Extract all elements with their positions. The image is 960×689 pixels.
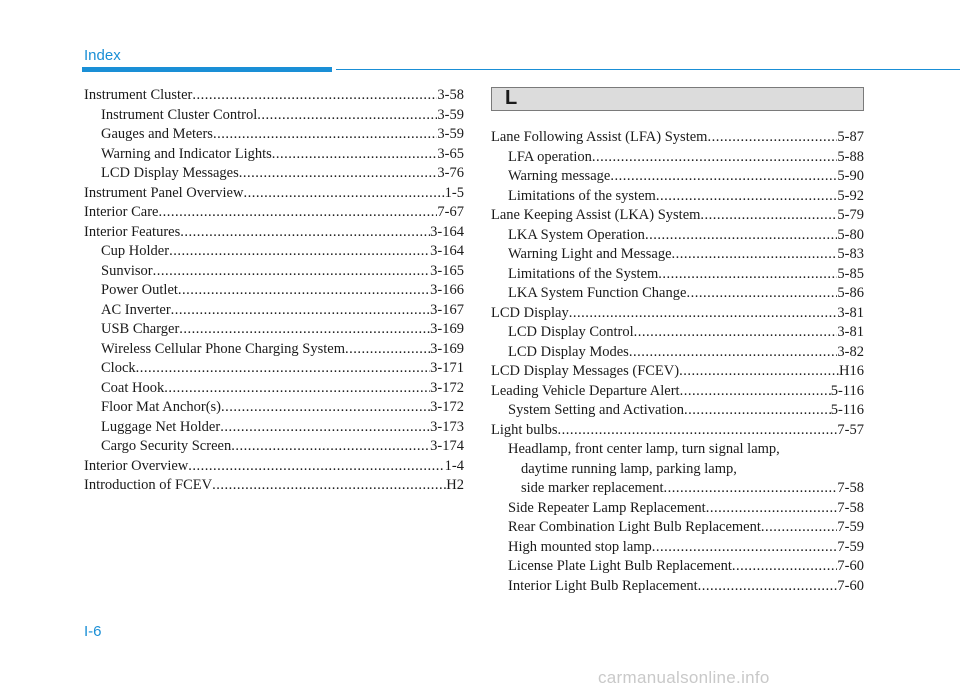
entry-label: LCD Display Control (508, 324, 634, 340)
dot-leader (732, 557, 838, 577)
header-rule-thin (336, 69, 960, 70)
index-entry (84, 476, 464, 496)
entry-page-ref: 3-167 (430, 301, 464, 318)
entry-label: Warning message (508, 168, 611, 184)
entry-label: Gauges and Meters (101, 126, 213, 142)
index-subentry (84, 301, 464, 321)
entry-page-ref: 7-57 (837, 421, 864, 438)
entry-label: Instrument Panel Overview (84, 184, 244, 201)
entry-page-ref: 3-81 (837, 324, 864, 340)
entry-label: Limitations of the system (508, 187, 656, 204)
entry-page-ref: 1-5 (444, 184, 464, 201)
entry-label: side marker replacement (521, 480, 664, 496)
index-subentry (84, 281, 464, 301)
index-subentry (491, 518, 864, 538)
entry-page-ref: 3-165 (430, 262, 464, 279)
entry-page-ref: 3-169 (430, 321, 464, 337)
section-letter: L (505, 87, 518, 109)
dot-leader (221, 398, 430, 418)
dot-leader (592, 148, 838, 168)
entry-page-ref: 5-86 (837, 285, 864, 301)
entry-page-ref: 5-92 (837, 187, 864, 204)
index-subentry (491, 557, 864, 577)
index-subentry (491, 167, 864, 187)
index-subentry (491, 187, 864, 207)
index-subentry (491, 343, 864, 363)
index-entry (491, 421, 864, 441)
dot-leader (610, 167, 837, 187)
entry-page-ref: 5-85 (837, 265, 864, 282)
dot-leader (680, 382, 831, 402)
index-entry (84, 457, 464, 477)
entry-page-ref: 3-169 (430, 340, 464, 357)
entry-label: Side Repeater Lamp Replacement (508, 499, 706, 516)
dot-leader (171, 301, 431, 321)
index-entry (491, 362, 864, 382)
index-column-left (84, 86, 464, 496)
entry-label: Leading Vehicle Departure Alert (491, 382, 680, 399)
entry-page-ref: 7-67 (437, 204, 464, 220)
dot-leader (684, 401, 831, 421)
entry-page-ref: 3-164 (430, 223, 464, 240)
entry-page-ref: 7-59 (837, 538, 864, 555)
dot-leader (686, 284, 837, 304)
entry-label: System Setting and Activation (508, 402, 685, 418)
entry-label: Instrument Cluster Control (101, 106, 258, 123)
index-subentry (491, 479, 864, 499)
entry-label: High mounted stop lamp (508, 538, 652, 555)
dot-leader (212, 476, 446, 496)
entry-page-ref: 7-58 (837, 480, 864, 496)
index-column-right (491, 128, 864, 596)
entry-label: Interior Light Bulb Replacement (508, 577, 698, 594)
index-entry (84, 184, 464, 204)
dot-leader (679, 362, 839, 382)
section-letter-box (491, 87, 864, 111)
entry-page-ref: 7-60 (837, 558, 864, 574)
entry-label: LCD Display (491, 304, 569, 321)
index-subentry (84, 398, 464, 418)
entry-label: USB Charger (101, 321, 180, 337)
index-entry (491, 304, 864, 324)
index-subentry (84, 106, 464, 126)
entry-page-ref: 5-80 (837, 226, 864, 243)
entry-page-ref: 5-87 (837, 129, 864, 145)
index-subentry (491, 265, 864, 285)
dot-leader (672, 245, 838, 265)
dot-leader (180, 223, 430, 243)
entry-label: Interior Overview (84, 457, 189, 474)
page-number: I-6 (84, 623, 102, 640)
index-subentry (491, 499, 864, 519)
entry-label: Instrument Cluster (84, 87, 193, 103)
entry-label: LCD Display Modes (508, 343, 629, 360)
entry-label: AC Inverter (101, 301, 171, 318)
dot-leader (557, 421, 837, 441)
index-subentry (84, 320, 464, 340)
watermark: carmanualsonline.info (598, 668, 770, 687)
entry-page-ref: H2 (446, 477, 464, 493)
entry-page-ref: 5-116 (830, 402, 864, 418)
index-entry (84, 223, 464, 243)
entry-label: LKA System Function Change (508, 285, 687, 301)
index-entry (491, 382, 864, 402)
entry-page-ref: 1-4 (444, 457, 464, 474)
dot-leader (136, 359, 431, 379)
dot-leader (706, 499, 838, 519)
dot-leader (169, 242, 430, 262)
index-subentry (491, 226, 864, 246)
dot-leader (231, 437, 430, 457)
header-rule-thick (82, 67, 332, 72)
dot-leader (698, 577, 838, 597)
dot-leader (153, 262, 431, 282)
entry-page-ref: 5-90 (837, 168, 864, 184)
dot-leader (345, 340, 430, 360)
dot-leader (761, 518, 838, 538)
index-header-title: Index (84, 47, 121, 64)
index-entry-continuation: daytime running lamp, parking lamp, (521, 460, 737, 477)
entry-page-ref: 3-172 (430, 379, 464, 396)
index-entry (491, 206, 864, 226)
entry-page-ref: 3-166 (430, 282, 464, 298)
entry-page-ref: 3-58 (437, 87, 464, 103)
entry-label: Warning and Indicator Lights (101, 145, 272, 162)
entry-label: Cup Holder (101, 243, 170, 259)
index-subentry (84, 379, 464, 399)
index-subentry (491, 538, 864, 558)
entry-label: Power Outlet (101, 282, 178, 298)
index-subentry (491, 284, 864, 304)
entry-page-ref: 7-60 (837, 577, 864, 594)
index-entry (84, 203, 464, 223)
entry-page-ref: 7-58 (837, 499, 864, 516)
entry-page-ref: 3-172 (430, 399, 464, 415)
entry-page-ref: 3-65 (437, 145, 464, 162)
entry-page-ref: 3-171 (430, 360, 464, 376)
entry-page-ref: 3-164 (430, 243, 464, 259)
dot-leader (164, 379, 430, 399)
entry-page-ref: 5-83 (837, 246, 864, 262)
index-subentry (84, 262, 464, 282)
entry-page-ref: 3-59 (437, 106, 464, 123)
entry-label: Coat Hook (101, 379, 165, 396)
index-subentry (491, 401, 864, 421)
entry-page-ref: 5-79 (837, 207, 864, 223)
entry-label: LKA System Operation (508, 226, 645, 243)
entry-page-ref: 5-116 (830, 382, 864, 399)
entry-page-ref: 3-82 (837, 343, 864, 360)
dot-leader (192, 86, 437, 106)
dot-leader (188, 457, 444, 477)
dot-leader (272, 145, 438, 165)
entry-label: Luggage Net Holder (101, 418, 221, 435)
index-entry (491, 128, 864, 148)
index-subentry (491, 148, 864, 168)
entry-label: Rear Combination Light Bulb Replacement (508, 519, 761, 535)
entry-label: Wireless Cellular Phone Charging System (101, 340, 346, 357)
index-subentry (84, 125, 464, 145)
dot-leader (707, 128, 837, 148)
entry-page-ref: 5-88 (837, 148, 864, 165)
dot-leader (257, 106, 437, 126)
entry-page-ref: 7-59 (837, 519, 864, 535)
index-subentry (84, 359, 464, 379)
index-subentry (84, 145, 464, 165)
entry-label: Interior Care (84, 204, 159, 220)
dot-leader (634, 323, 838, 343)
entry-page-ref: 3-173 (430, 418, 464, 435)
entry-label: Limitations of the System (508, 265, 659, 282)
index-subentry (491, 577, 864, 597)
dot-leader (178, 281, 430, 301)
entry-page-ref: 3-174 (430, 438, 464, 454)
entry-label: Lane Following Assist (LFA) System (491, 129, 708, 145)
index-subentry (84, 418, 464, 438)
entry-page-ref: 3-59 (437, 126, 464, 142)
index-subentry (84, 437, 464, 457)
dot-leader (652, 538, 838, 558)
entry-label: Introduction of FCEV (84, 477, 213, 493)
dot-leader (220, 418, 430, 438)
entry-label: Light bulbs (491, 421, 558, 438)
entry-label: Lane Keeping Assist (LKA) System (491, 207, 701, 223)
entry-label: Interior Features (84, 223, 181, 240)
index-subentry (84, 340, 464, 360)
dot-leader (239, 164, 438, 184)
dot-leader (569, 304, 838, 324)
entry-page-ref: 3-81 (837, 304, 864, 321)
index-subentry (491, 323, 864, 343)
dot-leader (158, 203, 437, 223)
entry-label: Sunvisor (101, 262, 153, 279)
index-subentry (84, 242, 464, 262)
entry-label: License Plate Light Bulb Replacement (508, 558, 732, 574)
entry-page-ref: H16 (839, 363, 864, 379)
entry-label: Floor Mat Anchor(s) (101, 399, 222, 415)
dot-leader (179, 320, 430, 340)
index-subentry (491, 245, 864, 265)
entry-page-ref: 3-76 (437, 165, 464, 181)
dot-leader (700, 206, 837, 226)
entry-label: LCD Display Messages (FCEV) (491, 363, 680, 379)
dot-leader (213, 125, 437, 145)
index-subentry (84, 164, 464, 184)
dot-leader (629, 343, 838, 363)
dot-leader (243, 184, 444, 204)
entry-label: LCD Display Messages (101, 165, 239, 181)
dot-leader (658, 265, 837, 285)
entry-label: Warning Light and Message (508, 246, 672, 262)
dot-leader (656, 187, 838, 207)
dot-leader (664, 479, 838, 499)
index-entry (84, 86, 464, 106)
entry-label: Clock (101, 360, 136, 376)
entry-label: LFA operation (508, 148, 592, 165)
dot-leader (645, 226, 837, 246)
index-entry-continuation: Headlamp, front center lamp, turn signal lamp, (508, 441, 780, 457)
entry-label: Cargo Security Screen (101, 438, 232, 454)
